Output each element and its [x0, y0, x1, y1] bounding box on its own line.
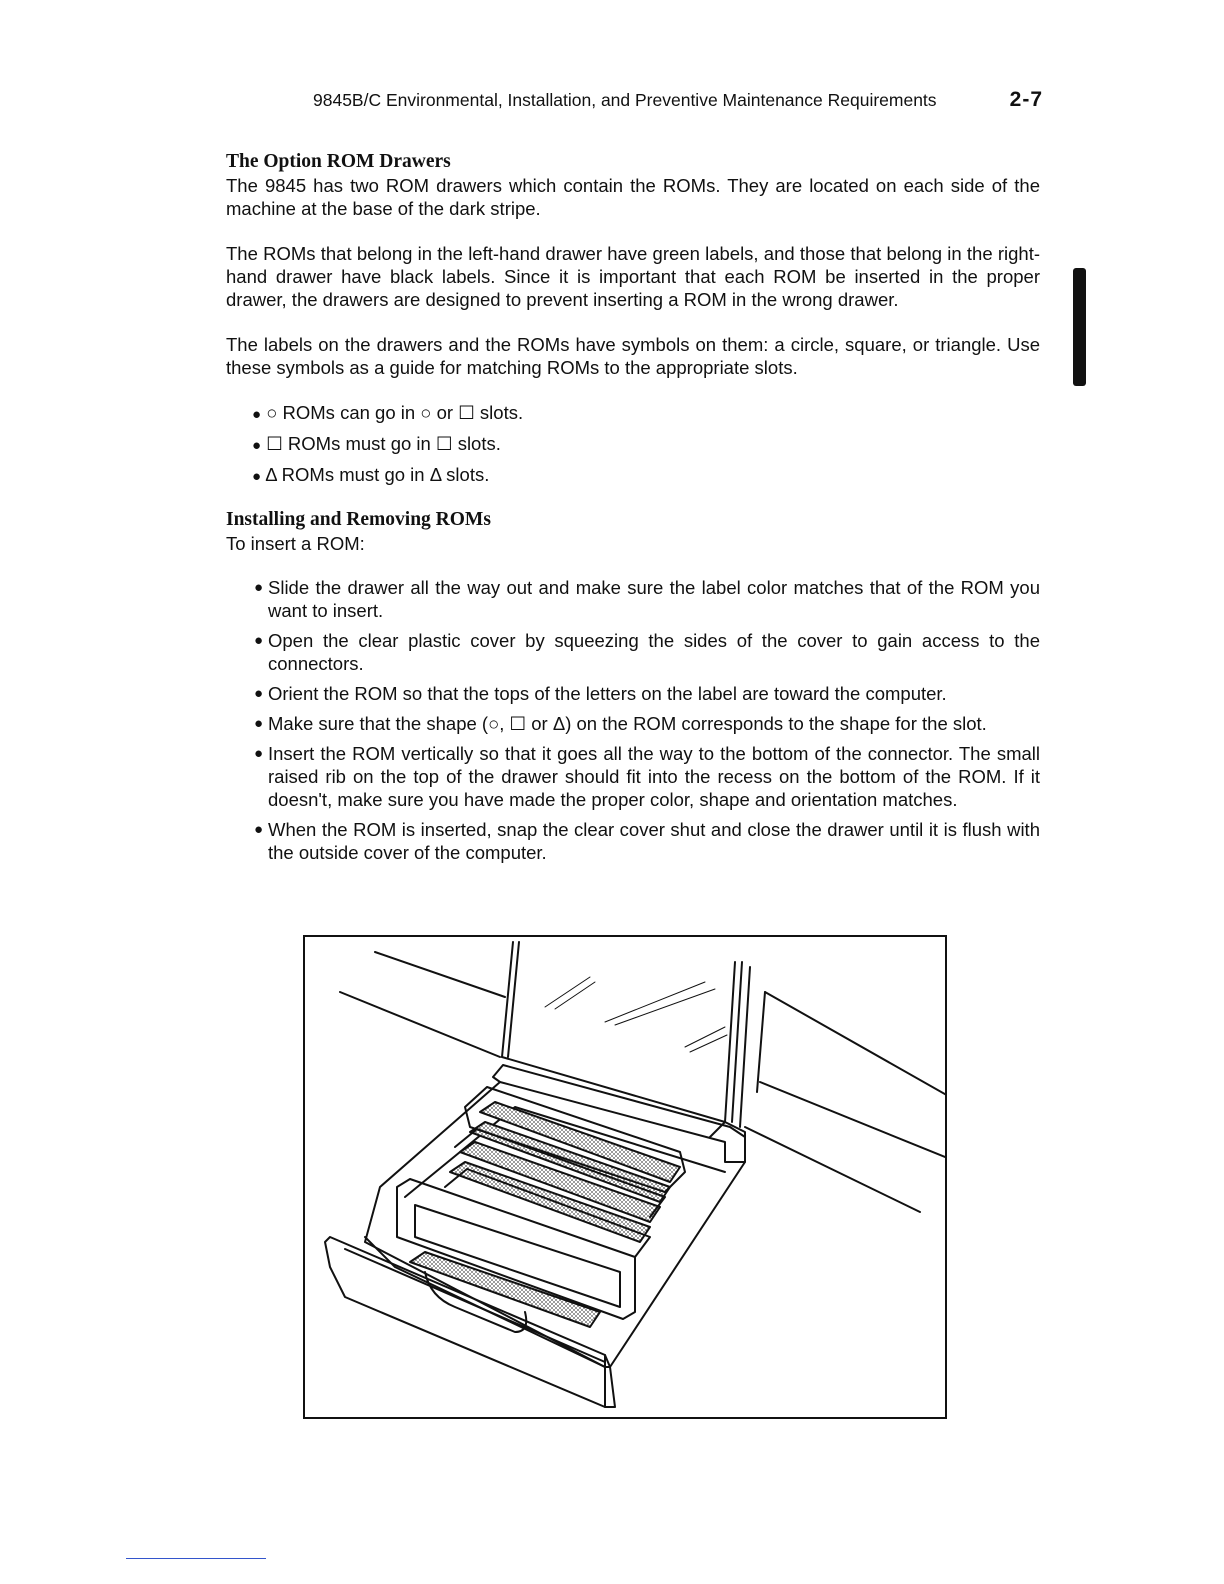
- footer-divider: [126, 1558, 266, 1559]
- section-heading-rom-drawers: The Option ROM Drawers: [226, 151, 451, 172]
- bullet-icon: ●: [252, 437, 262, 454]
- page-header: [313, 88, 1043, 112]
- list-item-text: ○ ROMs can go in ○ or ☐ slots.: [266, 402, 524, 423]
- list-item: [254, 818, 1040, 864]
- list-item: [252, 463, 1040, 488]
- list-item: [254, 742, 1040, 811]
- bullet-icon: ●: [254, 579, 264, 596]
- list-item-text: Orient the ROM so that the tops of the letters on the label are toward the computer.: [268, 683, 947, 704]
- list-item: [252, 432, 1040, 457]
- paragraph: The ROMs that belong in the left-hand drawer have green labels, and those that belong in the right-hand drawer have black labels. Since it is important that each ROM be inserted in the proper drawer, the drawers are designed to prevent inserting a ROM in the wrong drawer.: [226, 243, 1040, 310]
- bullet-icon: ●: [254, 715, 264, 732]
- symbol-rules-list: [252, 401, 1040, 488]
- steps-list: [254, 576, 1040, 864]
- list-item-text: Insert the ROM vertically so that it goes all the way to the bottom of the connector. The small raised rib on the top of the drawer should fit into the recess on the bottom of the ROM. If it doesn't, make sure you have made the proper color, shape and orientation matches.: [268, 743, 1040, 810]
- bullet-icon: ●: [252, 468, 262, 485]
- list-item-text: Slide the drawer all the way out and make sure the label color matches that of the ROM you want to insert.: [268, 577, 1040, 621]
- list-item: [254, 682, 1040, 705]
- paragraph: To insert a ROM:: [226, 533, 365, 554]
- rom-drawer-drawing: [305, 937, 945, 1417]
- bullet-icon: ●: [252, 406, 262, 423]
- bullet-icon: ●: [254, 685, 264, 702]
- main-content: [226, 150, 1040, 871]
- list-item: [254, 629, 1040, 675]
- list-item-text: Δ ROMs must go in Δ slots.: [265, 464, 490, 485]
- change-bar: [1073, 268, 1086, 386]
- list-item-text: Make sure that the shape (○, ☐ or Δ) on the ROM corresponds to the shape for the slot.: [268, 713, 987, 734]
- rom-drawer-illustration: [303, 935, 947, 1419]
- page-number: 2-7: [1009, 88, 1043, 111]
- bullet-icon: ●: [254, 821, 264, 838]
- bullet-icon: ●: [254, 745, 264, 762]
- list-item-text: ☐ ROMs must go in ☐ slots.: [266, 433, 501, 454]
- list-item: [254, 576, 1040, 622]
- list-item: [252, 401, 1040, 426]
- bullet-icon: ●: [254, 632, 264, 649]
- paragraph: The 9845 has two ROM drawers which contain the ROMs. They are located on each side of the machine at the base of the dark stripe.: [226, 175, 1040, 219]
- section-heading-installing-roms: Installing and Removing ROMs: [226, 509, 491, 530]
- list-item-text: When the ROM is inserted, snap the clear cover shut and close the drawer until it is flush with the outside cover of the computer.: [268, 819, 1040, 863]
- list-item-text: Open the clear plastic cover by squeezing the sides of the cover to gain access to the connectors.: [268, 630, 1040, 674]
- header-title: 9845B/C Environmental, Installation, and Preventive Maintenance Requirements: [313, 90, 937, 110]
- paragraph: The labels on the drawers and the ROMs have symbols on them: a circle, square, or triangle. Use these symbols as a guide for matching ROMs to the appropriate slots.: [226, 334, 1040, 378]
- list-item: [254, 712, 1040, 735]
